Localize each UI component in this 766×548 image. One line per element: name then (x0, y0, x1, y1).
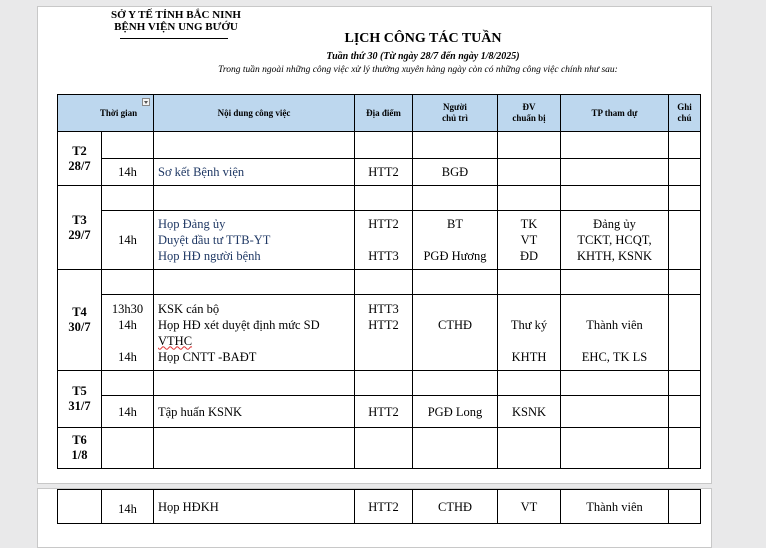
empty-cell[interactable] (154, 371, 355, 396)
schedule-table-continued[interactable] (57, 489, 701, 524)
attend-cell[interactable]: Thành viên (561, 490, 669, 524)
day-label: T2 (72, 143, 87, 158)
blank-line (561, 301, 668, 317)
empty-cell[interactable] (58, 490, 102, 524)
time-cell[interactable] (102, 295, 154, 371)
document-page-1 (37, 6, 712, 484)
empty-cell[interactable] (355, 270, 413, 295)
table-row (58, 159, 701, 186)
attend-line: Đảng ủy (593, 217, 636, 231)
notes-header-line-2: chú (677, 113, 692, 123)
content-cell[interactable]: Họp HĐKH (154, 490, 355, 524)
host-header-line-1: Người (443, 102, 467, 112)
content-cell[interactable] (154, 211, 355, 270)
empty-cell[interactable] (154, 186, 355, 211)
column-header-time-label: Thời gian (99, 107, 138, 118)
table-row (58, 211, 701, 270)
prep-line: KHTH (511, 349, 547, 364)
table-row (58, 132, 701, 159)
notes-cell[interactable] (669, 159, 701, 186)
empty-cell[interactable] (102, 270, 154, 295)
day-label: T6 (72, 433, 87, 447)
day-date: 1/8 (71, 448, 88, 462)
empty-cell[interactable] (413, 371, 498, 396)
empty-cell[interactable] (102, 132, 154, 159)
location-cell[interactable]: HTT2 (355, 490, 413, 524)
empty-cell[interactable] (669, 428, 701, 469)
day-date: 31/7 (68, 399, 91, 413)
time-line: 13h30 (111, 301, 144, 316)
host-cell[interactable]: BGĐ (413, 159, 498, 186)
prep-cell[interactable] (498, 211, 561, 270)
empty-cell[interactable] (102, 371, 154, 396)
blank-line (355, 333, 412, 349)
notes-cell[interactable] (669, 490, 701, 524)
prep-cell[interactable] (498, 295, 561, 371)
empty-cell[interactable] (498, 371, 561, 396)
location-cell[interactable] (355, 295, 413, 371)
host-line: PGĐ Hương (423, 249, 487, 263)
blank-line (561, 333, 668, 349)
column-header-attend: TP tham dự (561, 95, 669, 132)
day-date: 30/7 (68, 320, 91, 334)
notes-cell[interactable] (669, 295, 701, 371)
week-subtitle: Tuần thứ 30 (Từ ngày 28/7 đến ngày 1/8/2025) (326, 51, 520, 62)
empty-cell[interactable] (102, 186, 154, 211)
empty-cell[interactable] (413, 186, 498, 211)
location-cell[interactable] (355, 211, 413, 270)
empty-cell[interactable] (355, 371, 413, 396)
time-cell[interactable]: 14h (102, 490, 154, 524)
table-row (58, 396, 701, 428)
document-title: LỊCH CÔNG TÁC TUẦN (344, 31, 502, 46)
blank-line (413, 333, 497, 349)
content-line: Họp HĐ xét duyệt định mức SD (158, 317, 320, 332)
organization-header (106, 9, 246, 33)
table-row (58, 186, 701, 211)
column-header-notes (669, 95, 701, 132)
day-date: 29/7 (68, 227, 91, 242)
empty-cell[interactable] (561, 186, 669, 211)
attend-line: Thành viên (586, 317, 643, 332)
content-cell[interactable] (154, 295, 355, 371)
empty-cell[interactable] (561, 428, 669, 469)
org-line-2: BỆNH VIỆN UNG BƯỚU (114, 21, 238, 33)
empty-cell[interactable] (498, 428, 561, 469)
time-line: 14h (118, 317, 137, 332)
host-line: CTHĐ (437, 317, 473, 332)
column-header-content: Nội dung công việc (154, 95, 355, 132)
empty-cell[interactable] (561, 270, 669, 295)
column-header-host (413, 95, 498, 132)
location-cell[interactable]: HTT2 (355, 396, 413, 428)
prep-cell[interactable]: VT (498, 490, 561, 524)
empty-cell[interactable] (561, 132, 669, 159)
host-line: BT (447, 217, 463, 231)
empty-cell[interactable] (413, 132, 498, 159)
blank-line (498, 301, 560, 317)
empty-cell[interactable] (669, 371, 701, 396)
location-line: HTT2 (368, 217, 399, 231)
intro-note: Trong tuần ngoài những công việc xử lý thường xuyên hàng ngày còn có những công việc chính như sau: (218, 65, 618, 75)
empty-cell[interactable] (355, 428, 413, 469)
day-cell-t6 (58, 428, 102, 469)
blank-line (102, 333, 153, 349)
prep-line: ĐD (519, 249, 539, 263)
attend-line: TCKT, HCQT, (577, 233, 652, 247)
empty-cell[interactable] (669, 132, 701, 159)
time-line: 14h (118, 349, 137, 364)
content-line: Họp CNTT -BAĐT (158, 349, 257, 364)
host-cell[interactable]: PGĐ Long (413, 396, 498, 428)
table-row (58, 371, 701, 396)
empty-cell[interactable] (355, 132, 413, 159)
table-row (58, 490, 701, 524)
empty-cell[interactable] (154, 132, 355, 159)
location-line: HTT3 (368, 301, 399, 316)
prep-header-line-2: chuẩn bị (512, 113, 546, 123)
day-cell-t3 (58, 186, 102, 270)
blank-line (355, 232, 412, 248)
empty-cell[interactable] (154, 428, 355, 469)
content-line-spellcheck: VTHC (158, 333, 193, 348)
content-cell[interactable]: Tập huấn KSNK (154, 396, 355, 428)
table-row (58, 295, 701, 371)
host-header-line-2: chủ trì (442, 113, 468, 123)
empty-cell[interactable] (102, 428, 154, 469)
location-line: HTT3 (368, 249, 399, 263)
prep-cell[interactable]: KSNK (498, 396, 561, 428)
day-cell-t2 (58, 132, 102, 186)
host-cell[interactable] (413, 211, 498, 270)
day-cell-t4 (58, 270, 102, 371)
day-cell-t5 (58, 371, 102, 428)
prep-header-line-1: ĐV (522, 102, 536, 112)
column-header-time[interactable] (58, 95, 154, 132)
table-row (58, 428, 701, 469)
empty-cell[interactable] (498, 132, 561, 159)
empty-cell[interactable] (561, 371, 669, 396)
schedule-table[interactable] (57, 94, 701, 469)
empty-cell[interactable] (498, 186, 561, 211)
day-label: T4 (72, 305, 87, 319)
prep-line: Thư ký (510, 317, 548, 332)
attend-cell[interactable] (561, 295, 669, 371)
document-page-2 (37, 488, 712, 548)
content-cell[interactable]: Sơ kết Bệnh viện (154, 159, 355, 186)
day-label: T5 (72, 384, 87, 398)
org-line-1: SỞ Y TẾ TỈNH BẮC NINH (111, 9, 241, 21)
time-cell[interactable]: 14h (102, 396, 154, 428)
content-line: Họp Đảng ủy (158, 217, 226, 231)
host-cell[interactable] (413, 295, 498, 371)
empty-cell[interactable] (154, 270, 355, 295)
host-cell[interactable]: CTHĐ (413, 490, 498, 524)
empty-cell[interactable] (413, 428, 498, 469)
empty-cell[interactable] (669, 270, 701, 295)
content-line: Duyệt đầu tư TTB-YT (158, 233, 271, 247)
day-label: T3 (72, 212, 87, 227)
notes-header-line-1: Ghi (677, 102, 692, 112)
attend-line: EHC, TK LS (581, 349, 648, 364)
time-cell[interactable]: 14h (102, 159, 154, 186)
empty-cell[interactable] (355, 186, 413, 211)
attend-cell[interactable] (561, 396, 669, 428)
column-header-location: Địa điểm (355, 95, 413, 132)
content-line: Họp HĐ người bệnh (158, 249, 261, 263)
column-header-prep (498, 95, 561, 132)
prep-line: TK (520, 217, 538, 231)
notes-cell[interactable] (669, 211, 701, 270)
content-line: KSK cán bộ (158, 301, 220, 316)
notes-cell[interactable] (669, 396, 701, 428)
blank-line (355, 349, 412, 365)
location-line: HTT2 (368, 317, 399, 332)
empty-cell[interactable] (669, 186, 701, 211)
empty-cell[interactable] (413, 270, 498, 295)
attend-cell[interactable] (561, 211, 669, 270)
blank-line (498, 333, 560, 349)
attend-cell[interactable] (561, 159, 669, 186)
day-date: 28/7 (68, 158, 91, 173)
filter-dropdown-icon[interactable] (142, 98, 150, 106)
empty-cell[interactable] (498, 270, 561, 295)
attend-line: KHTH, KSNK (577, 249, 652, 263)
blank-line (413, 232, 497, 248)
table-header-row (58, 95, 701, 132)
table-row (58, 270, 701, 295)
location-cell[interactable]: HTT2 (355, 159, 413, 186)
prep-cell[interactable] (498, 159, 561, 186)
prep-line: VT (520, 233, 538, 247)
time-cell[interactable]: 14h (102, 211, 154, 270)
